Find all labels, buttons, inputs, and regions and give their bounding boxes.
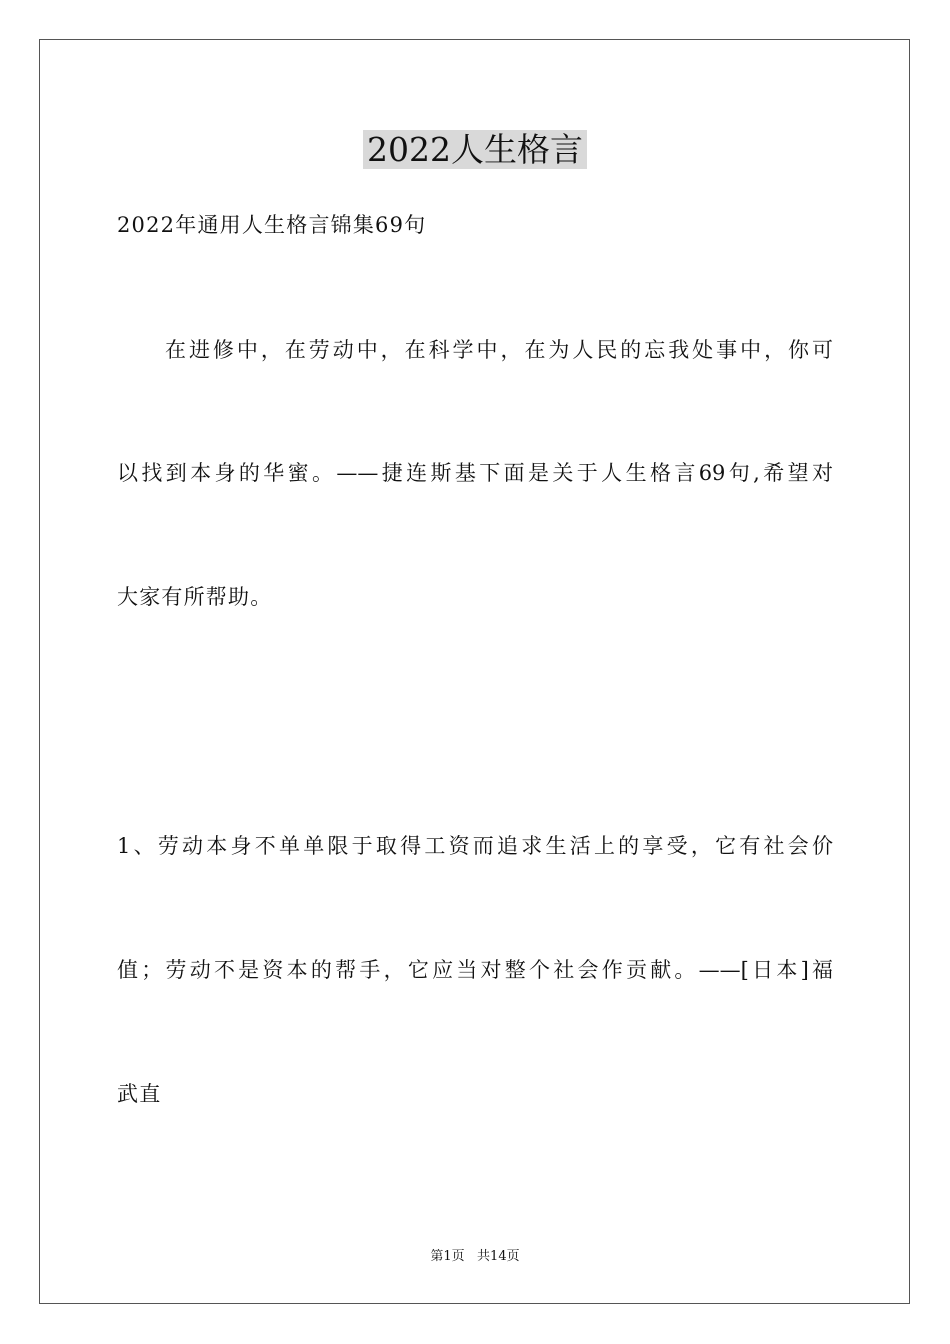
- item-1-line-2: 值；劳动不是资本的帮手，它应当对整个社会作贡献。——[日本]福: [117, 958, 833, 982]
- paragraph-line-2: 以找到本身的华蜜。——捷连斯基下面是关于人生格言69句,希望对: [117, 461, 833, 485]
- document-title: [0, 128, 950, 172]
- paragraph-line-3: 大家有所帮助。: [117, 585, 273, 609]
- item-1-line-1: 1、劳动本身不单单限于取得工资而追求生活上的享受，它有社会价: [117, 834, 833, 858]
- title-text: 2022人生格言: [363, 130, 587, 169]
- subtitle: 2022年通用人生格言锦集69句: [117, 213, 427, 237]
- paragraph-line-1: 在进修中，在劳动中，在科学中，在为人民的忘我处事中，你可: [165, 338, 833, 362]
- page-footer: 第1页 共14页: [430, 1249, 520, 1264]
- item-1-line-3: 武直: [117, 1082, 162, 1106]
